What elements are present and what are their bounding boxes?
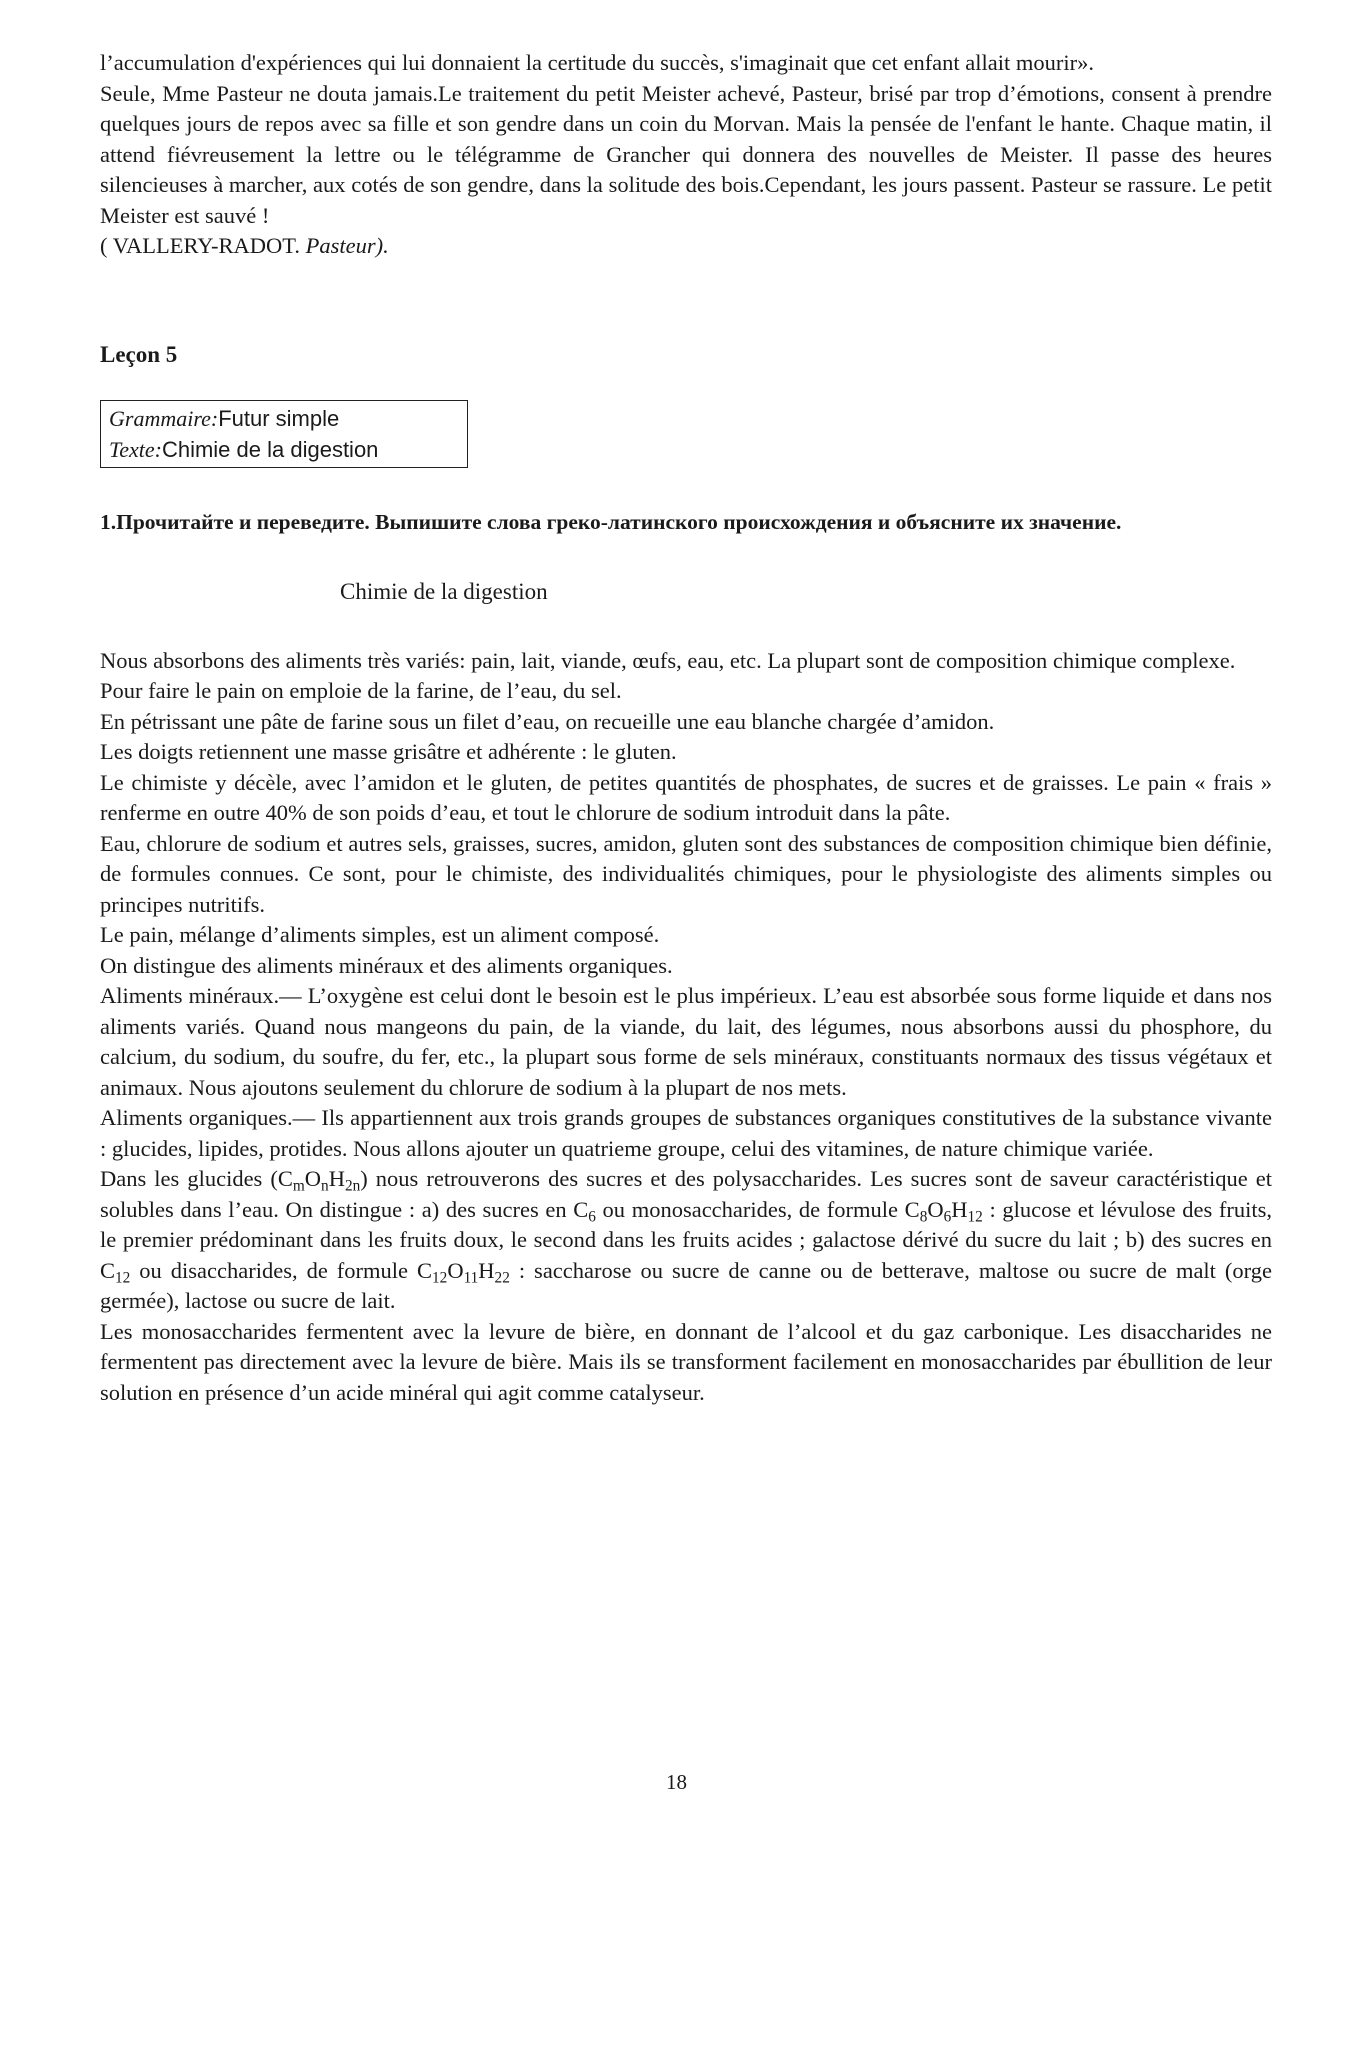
lesson-topics-box: [100, 400, 468, 468]
citation: [100, 231, 1272, 262]
text-paragraph-6: Eau, chlorure de sodium et autres sels, graisses, sucres, amidon, gluten sont des substances de composition chimique bien définie, de formules connues. Ce sont, pour le chimiste, des individualités chimiques, pour le physiologiste des aliments simples ou principes nutritifs.: [100, 830, 1272, 917]
text-paragraph-9: Aliments minéraux.— L’oxygène est celui dont le besoin est le plus impérieux. L’eau est absorbée sous forme liquide et dans nos aliments variés. Quand nous mangeons du pain, de la viande, du lait, des légumes, nous absorbons aussi du phosphore, du calcium, du sodium, du soufre, du fer, etc., la plupart sous forme de sels minéraux, constituants normaux des tissus végétaux et animaux. Nous ajoutons seulement du chlorure de sodium à la plupart de nos mets.: [100, 983, 1272, 1100]
text-paragraph-4: Les doigts retiennent une masse grisâtre et adhérente : le gluten.: [100, 739, 677, 764]
grammar-label: Grammaire:: [109, 406, 219, 431]
citation-author: ( VALLERY-RADOT.: [100, 233, 306, 258]
text-paragraph-2: Pour faire le pain on emploie de la farine, de l’eau, du sel.: [100, 678, 622, 703]
text-paragraph-11: Dans les glucides $(C_mO_nH_{2n})$ nous retrouverons des sucres et des polysaccharides. Les sucres sont de saveur caractéristique et solubles dans l’eau. On distingue : a) des sucres en $C_6$ ou monosaccharides, de formule $C_8O_6H_{12}$ : glucose et lévulose des fruits, le premier prédominant dans les fruits doux, le second dans les fruits acides ; galactose dérivé du sucre du lait ; b) des sucres en $C_{12}$ ou disaccharides, de formule $C_{12}O_{11}H_{22}$ : saccharose ou sucre de canne ou de betterave, maltose ou sucre de malt (orge germée), lactose ou sucre de lait.: [100, 1166, 1272, 1313]
text-paragraph-10: Aliments organiques.— Ils appartiennent aux trois grands groupes de substances organiques constitutives de la substance vivante : glucides, lipides, protides. Nous allons ajouter un quatrieme groupe, celui des vitamines, de nature chimique variée.: [100, 1105, 1272, 1161]
text-paragraph-3: En pétrissant une pâte de farine sous un filet d’eau, on recueille une eau blanche chargée d’amidon.: [100, 708, 995, 734]
text-label: Texte:: [109, 437, 162, 462]
text-paragraph-8: On distingue des aliments minéraux et des aliments organiques.: [100, 952, 673, 978]
text-line: [109, 434, 455, 465]
intro-paragraph-1: l’accumulation d'expériences qui lui donnaient la certitude du succès, s'imaginait que cet enfant allait mourir».: [100, 50, 1095, 75]
exercise-instruction: 1.Прочитайте и переведите. Выпишите слова греко-латинского происхождения и объясните их значение.: [100, 510, 1122, 534]
text-paragraph-5: Le chimiste y décèle, avec l’amidon et le gluten, de petites quantités de phosphates, de sucres et de graisses. Le pain « frais » renferme en outre 40% de son poids d’eau, et tout le chlorure de sodium introduit dans la pâte.: [100, 769, 1272, 825]
text-title: Chimie de la digestion: [340, 579, 548, 604]
grammar-line: [109, 403, 455, 434]
intro-paragraph-2: Seule, Mme Pasteur ne douta jamais.Le traitement du petit Meister achevé, Pasteur, brisé par trop d’émotions, consent à prendre quelques jours de repos avec sa fille et son gendre dans un coin du Morvan. Mais la pensée de l'enfant le hante. Chaque matin, il attend fiévreusement la lettre ou le télégramme de Grancher qui donnera des nouvelles de Meister. Il passe des heures silencieuses à marcher, aux cotés de son gendre, dans la solitude des bois.Cependant, les jours passent. Pasteur se rassure. Le petit Meister est sauvé !: [100, 80, 1272, 228]
text-paragraph-1: Nous absorbons des aliments très variés: pain, lait, viande, œufs, eau, etc. La plupart sont de composition chimique complexe.: [100, 647, 1236, 673]
grammar-value: Futur simple: [218, 406, 340, 431]
citation-work: Pasteur).: [305, 233, 389, 258]
text-paragraph-12: Les monosaccharides fermentent avec la levure de bière, en donnant de l’alcool et du gaz carbonique. Les disaccharides ne fermentent pas directement avec la levure de bière. Mais ils se transforment facilement en monosaccharides par ébullition de leur solution en présence d’un acide minéral qui agit comme catalyseur.: [100, 1318, 1272, 1405]
document-page: [100, 48, 1272, 1408]
text-value: Chimie de la digestion: [161, 437, 379, 462]
lesson-title: Leçon 5: [100, 341, 178, 367]
page-number: 18: [666, 1770, 687, 1794]
text-paragraph-7: Le pain, mélange d’aliments simples, est un aliment composé.: [100, 922, 660, 947]
